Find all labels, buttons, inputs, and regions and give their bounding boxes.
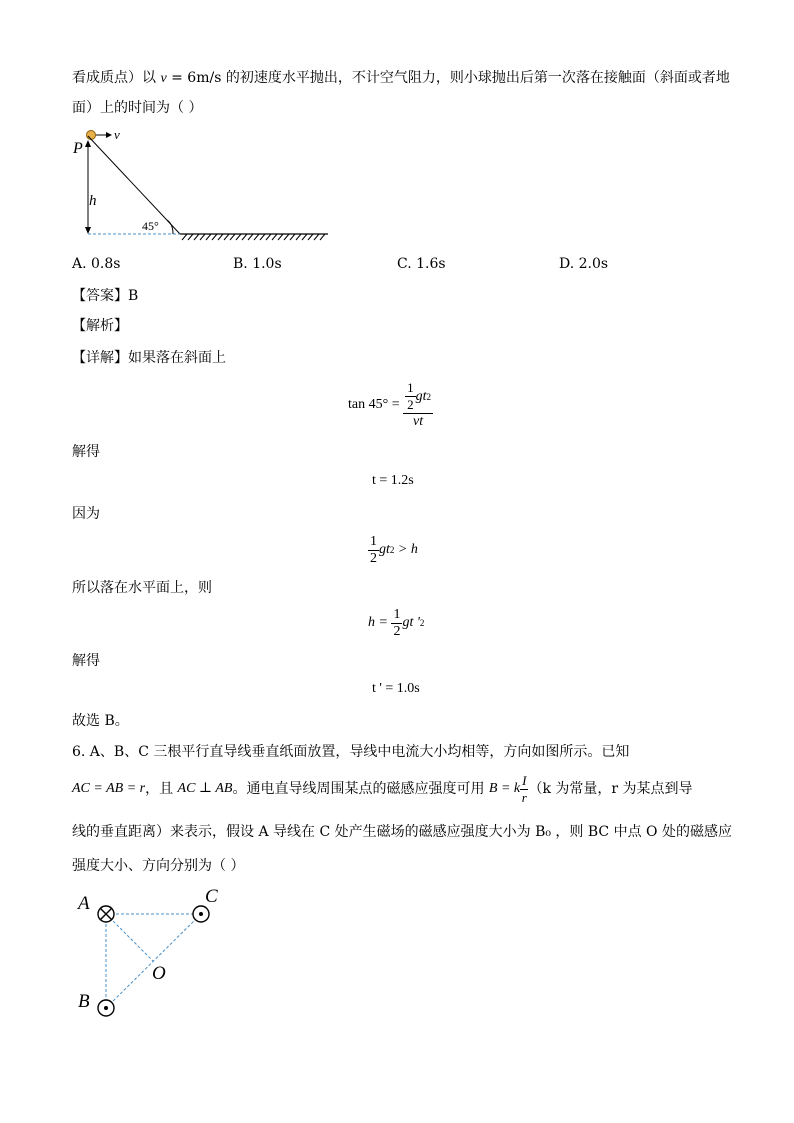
q5-line1 [72, 68, 730, 89]
because-label: 因为 [72, 506, 100, 522]
q6-line2-a: AC = AB = r [72, 781, 146, 796]
q6-line2-e: （k 为常量，r 为某点到导 [528, 781, 693, 797]
equation-t1: t = 1.2s [372, 473, 414, 488]
q6-line2-b: ，且 [145, 781, 178, 797]
option-c: C. 1.6s [397, 256, 446, 272]
label-A: A [78, 893, 90, 914]
detail-tag: 【详解】 [72, 350, 128, 366]
eq1-den: vt [413, 414, 424, 429]
label-C: C [205, 886, 218, 907]
equation-t2: t ' = 1.0s [372, 681, 420, 696]
analysis-tag: 【解析】 [72, 318, 128, 334]
answer-value: B [128, 288, 139, 304]
solve-label-1: 解得 [72, 444, 100, 460]
equation-compare [368, 530, 418, 570]
eq1-half-num: 1 [407, 380, 414, 395]
q5-v-var: v [160, 71, 167, 86]
label-angle: 45° [142, 219, 159, 233]
q6-line3: 线的垂直距离）来表示，假设 A 导线在 C 处产生磁场的磁感应强度大小为 B₀ ，则 BC 中点 O 处的磁感应 [72, 824, 732, 840]
eq4-num: 1 [393, 606, 401, 622]
label-h: h [89, 193, 97, 209]
q6-line2-d: 。通电直导线周围某点的磁感应强度可用 [232, 781, 489, 797]
solve-label-2: 解得 [72, 653, 100, 669]
label-v: v [114, 127, 120, 142]
eq4-den: 2 [393, 623, 401, 639]
eq3-rest: gt [379, 542, 390, 557]
equation-h [368, 603, 424, 643]
option-d: D. 2.0s [559, 256, 609, 272]
eq3-tail: > h [394, 542, 418, 557]
label-O: O [152, 963, 166, 984]
q5-line1-a: 看成质点）以 [72, 70, 161, 86]
wire-c-out-of-page-icon [193, 906, 209, 922]
q6-line4: 强度大小、方向分别为（ ） [72, 858, 245, 874]
eq3-sup: 2 [389, 545, 395, 555]
option-a: A. 0.8s [72, 256, 121, 272]
q6-line2-c: AC ⊥ AB [177, 781, 233, 796]
eq1-sup: 2 [426, 391, 431, 402]
eq1-half-den: 2 [407, 397, 414, 412]
q6-line1: 6. A、B、C 三根平行直导线垂直纸面放置，导线中电流大小均相等，方向如图所示。已知 [72, 744, 630, 760]
label-B: B [78, 991, 90, 1012]
eq1-fraction [403, 380, 433, 430]
q6-line2 [72, 772, 693, 805]
ground-hatch [182, 234, 325, 240]
ball-icon [87, 131, 96, 140]
answer-tag: 【答案】 [72, 288, 128, 304]
wire-a-into-page-icon [98, 906, 114, 922]
detail-line [72, 348, 226, 368]
slope-line [88, 136, 180, 234]
q6-formula-num: I [522, 772, 527, 788]
eq4-rest: gt ' [402, 615, 420, 630]
eq1-left: tan 45° = [348, 397, 404, 412]
option-b: B. 1.0s [233, 256, 282, 272]
detail-text: 如果落在斜面上 [128, 350, 226, 366]
so-label: 所以落在水平面上，则 [72, 580, 212, 596]
q6-wires-figure [70, 880, 250, 1030]
equation-tan45 [348, 375, 433, 435]
q6-formula-den: r [521, 789, 527, 805]
q6-formula-left: B = k [488, 781, 521, 796]
q5-line1-b: = 6m/s 的初速度水平抛出，不计空气阻力，则小球抛出后第一次落在接触面（斜面或者地 [166, 70, 730, 86]
angle-arc [167, 220, 173, 234]
conclusion: 故选 B。 [72, 713, 129, 729]
eq3-den: 2 [370, 550, 377, 566]
eq4-sup: 2 [419, 618, 425, 628]
eq3-num: 1 [370, 533, 377, 549]
eq1-num-rest: gt [415, 388, 427, 404]
eq4-left: h = [368, 615, 392, 630]
answer-line [72, 286, 138, 306]
q5-line2: 面）上的时间为（ ） [72, 100, 203, 116]
wire-b-out-of-page-icon [98, 1000, 114, 1016]
q5-incline-figure [70, 124, 340, 244]
label-P: P [73, 140, 83, 157]
